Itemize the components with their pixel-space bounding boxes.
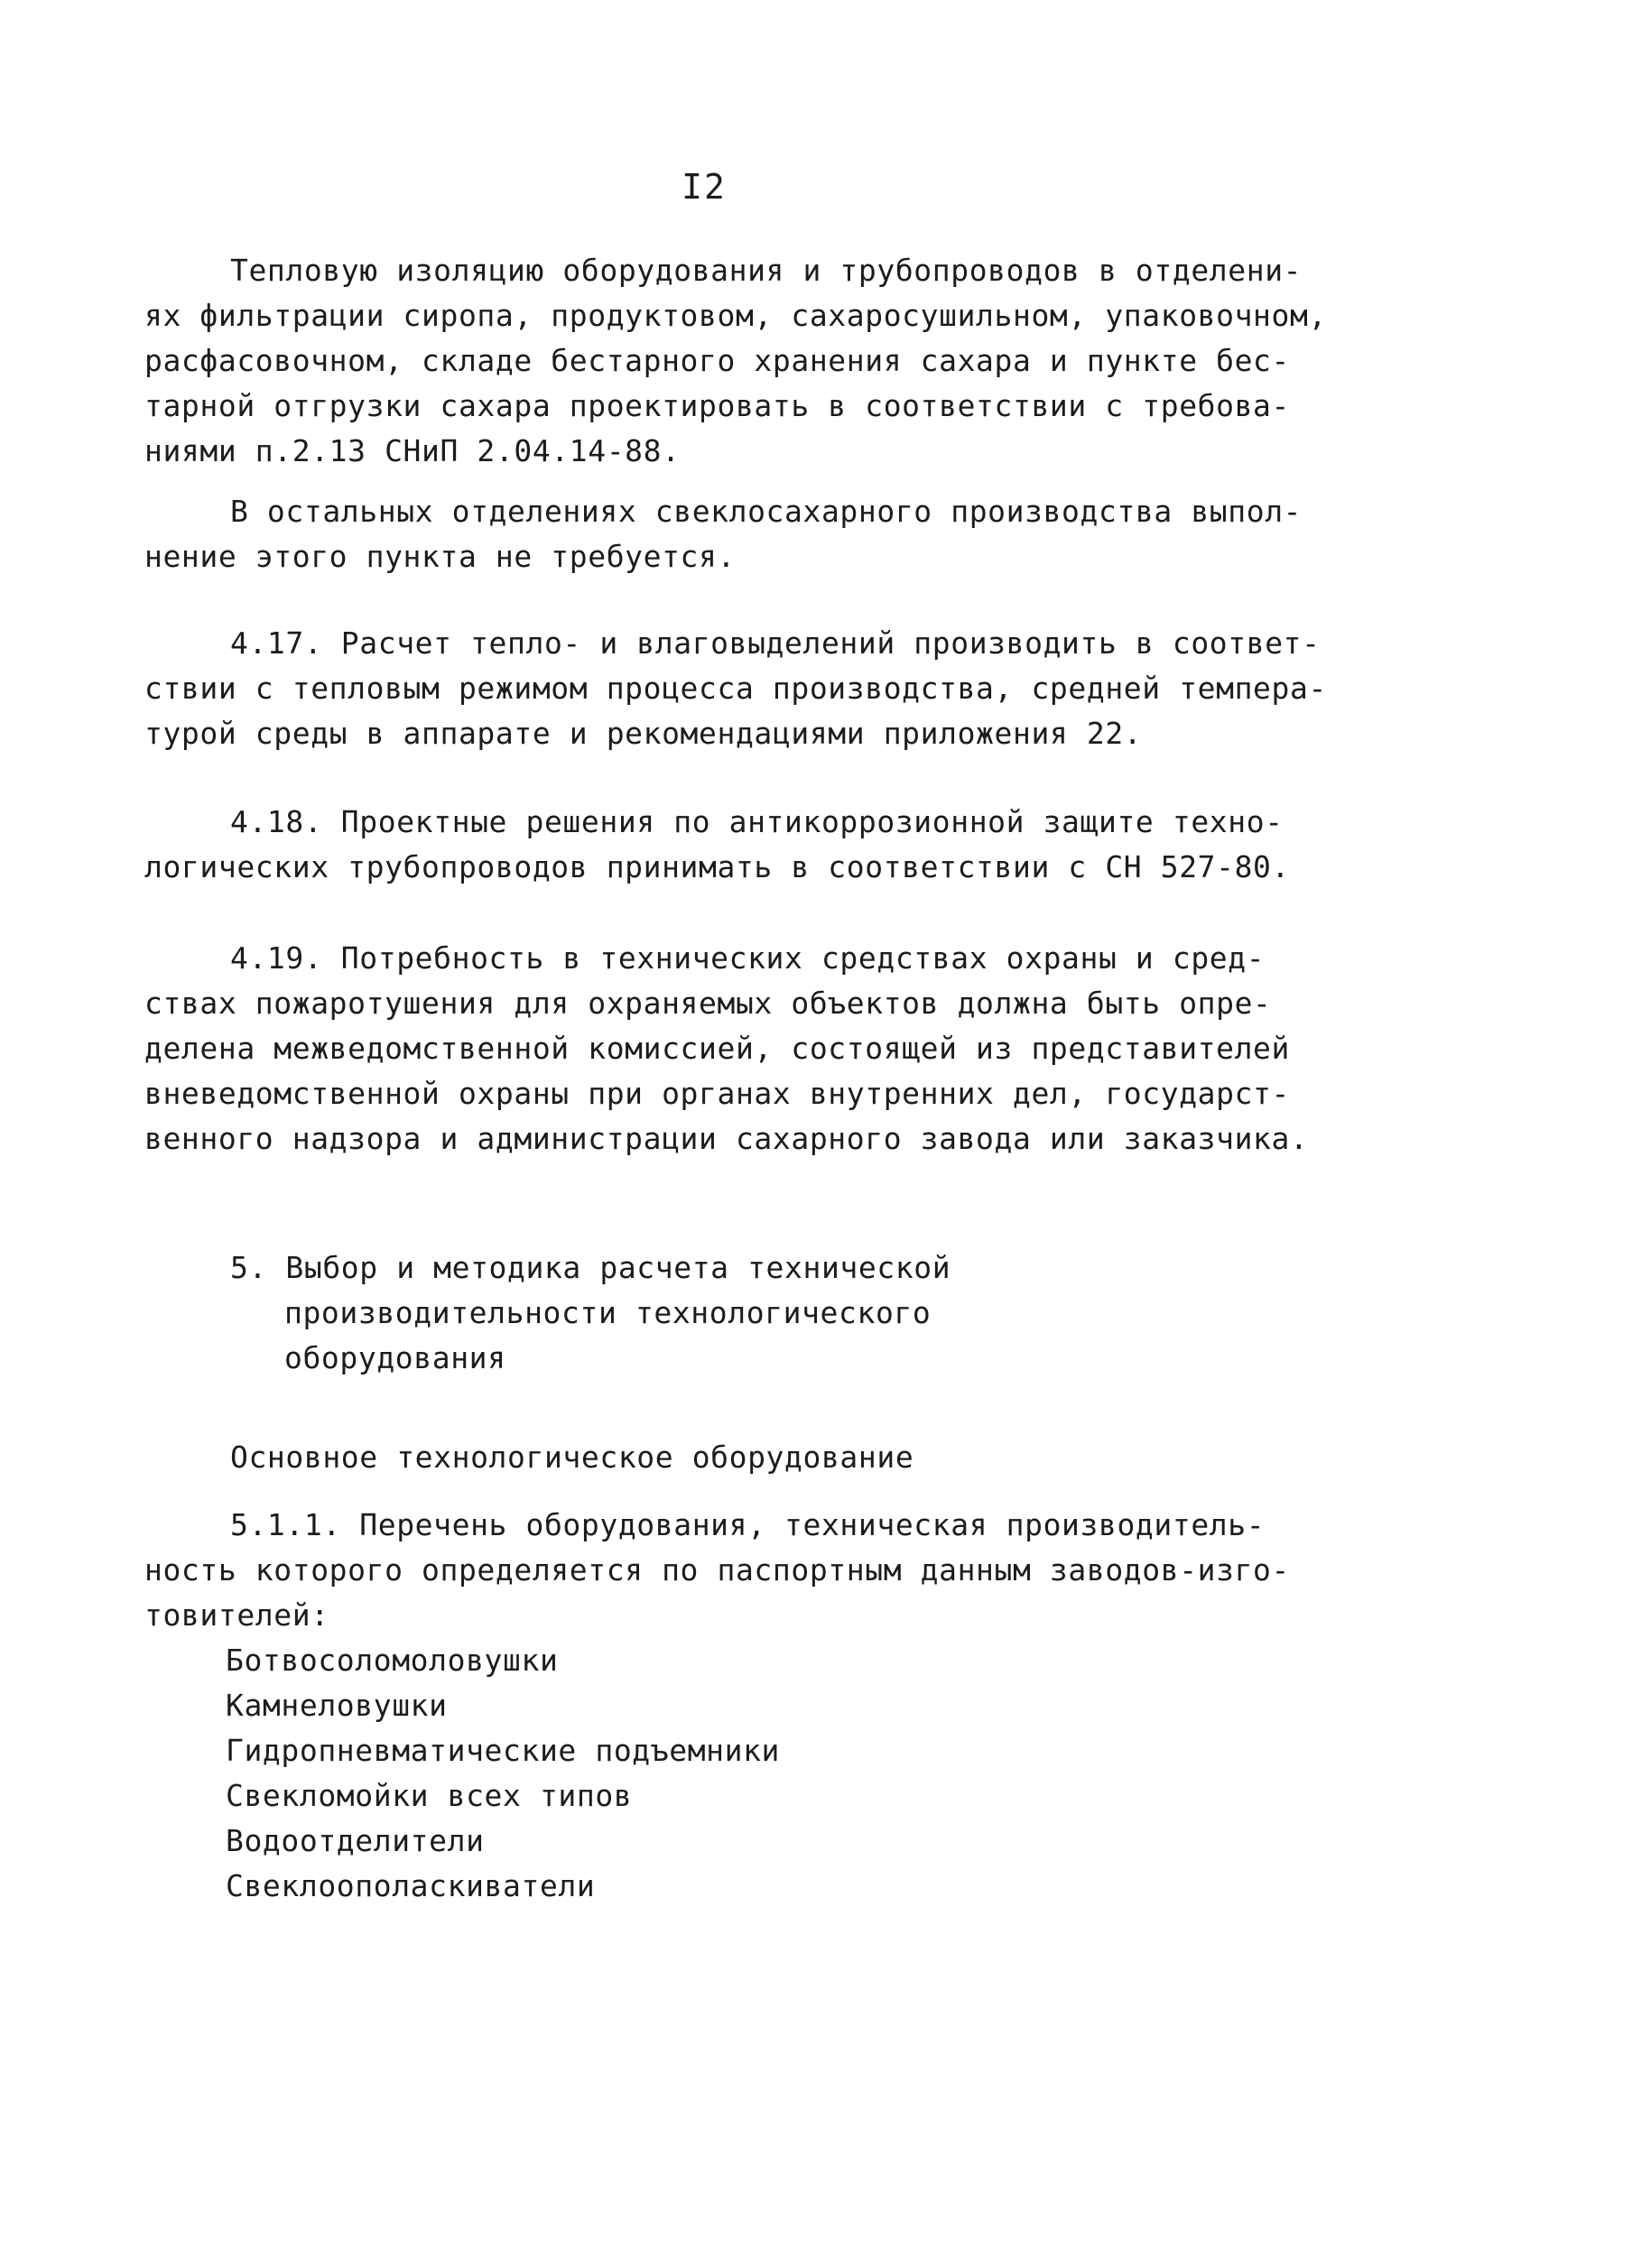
list-item: Ботвосоломоловушки [226, 1643, 559, 1678]
section-title-line: оборудования [284, 1340, 506, 1375]
text-line: Тепловую изоляцию оборудования и трубопроводов в отделени- [230, 253, 1303, 288]
page-number: I2 [682, 167, 727, 207]
clause-4-18 [144, 800, 1318, 890]
text-line: 5.1.1. Перечень оборудования, техническая производитель- [230, 1507, 1266, 1542]
text-line: вневедомственной охраны при органах внутренних дел, государст- [144, 1076, 1290, 1111]
clause-4-19 [144, 936, 1318, 1162]
paragraph-thermal-insulation [144, 248, 1327, 474]
subsection-heading [144, 1435, 1318, 1480]
text-line: тарной отгрузки сахара проектировать в соответствии с требова- [144, 388, 1290, 423]
text-line: 4.18. Проектные решения по антикоррозионной защите техно- [230, 804, 1284, 839]
text-line: турой среды в аппарате и рекомендациями приложения 22. [144, 716, 1143, 751]
text-line: нение этого пункта не требуется. [144, 539, 736, 574]
list-item: Камнеловушки [226, 1688, 448, 1723]
text-line: логических трубопроводов принимать в соответствии с СН 527-80. [144, 849, 1290, 884]
text-line: ствии с тепловым режимом процесса производства, средней темпера- [144, 671, 1327, 706]
text-line: ях фильтрации сиропа, продуктовом, сахаросушильном, упаковочном, [144, 298, 1327, 333]
section-title-line: 5. Выбор и методика расчета технической [230, 1250, 951, 1285]
text-line: В остальных отделениях свеклосахарного производства выпол- [230, 494, 1303, 529]
text-line: ствах пожаротушения для охраняемых объектов должна быть опре- [144, 986, 1272, 1021]
paragraph-other-departments [144, 489, 1318, 579]
clause-5-1-1 [144, 1503, 1318, 1638]
text-line: делена межведомственной комиссией, состоящей из представителей [144, 1031, 1290, 1066]
section-title-line: производительности технологического [284, 1295, 932, 1330]
section-5-heading [144, 1245, 1318, 1381]
text-line: 4.19. Потребность в технических средствах охраны и сред- [230, 940, 1266, 976]
text-line: венного надзора и администрации сахарного завода или заказчика. [144, 1121, 1309, 1156]
subsection-title: Основное технологическое оборудование [230, 1439, 914, 1475]
text-line: расфасовочном, складе бестарного хранения сахара и пункте бес- [144, 343, 1290, 378]
text-line: товителей: [144, 1597, 329, 1633]
clause-4-17 [144, 621, 1327, 756]
equipment-list [144, 1638, 1318, 1909]
text-line: ность которого определяется по паспортным данным заводов-изго- [144, 1552, 1290, 1588]
text-line: ниями п.2.13 СНиП 2.04.14-88. [144, 433, 681, 468]
list-item: Свеклоополаскиватели [226, 1868, 596, 1903]
list-item: Свекломойки всех типов [226, 1778, 633, 1813]
list-item: Водоотделители [226, 1823, 485, 1858]
text-line: 4.17. Расчет тепло- и влаговыделений производить в соответ- [230, 625, 1321, 661]
list-item: Гидропневматические подъемники [226, 1733, 781, 1768]
